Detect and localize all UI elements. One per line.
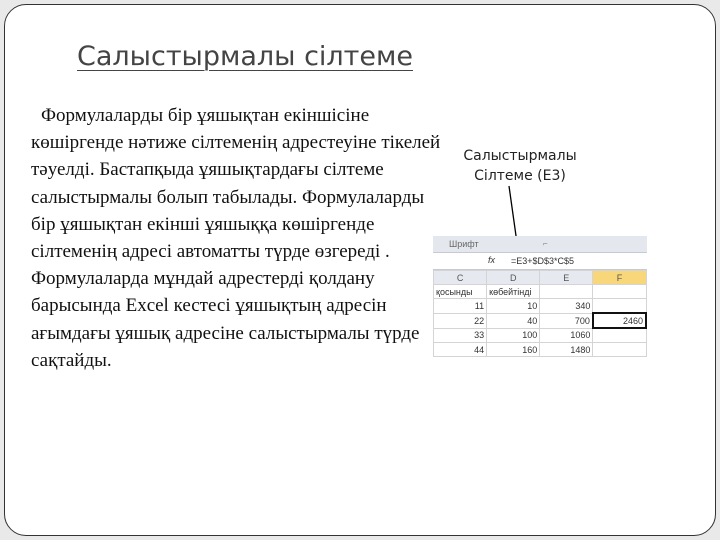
cell: 340	[540, 299, 593, 314]
cell	[593, 328, 646, 343]
callout-line-1: Салыстырмалы	[463, 148, 577, 164]
fx-icon: fx	[488, 255, 496, 265]
cell	[593, 343, 646, 357]
col-header: E	[540, 271, 593, 285]
cell: 10	[487, 299, 540, 314]
ribbon	[433, 236, 647, 253]
col-header: C	[434, 271, 487, 285]
callout-line-2: Сілтеме (E3)	[474, 168, 566, 184]
cell: 1060	[540, 328, 593, 343]
cell	[593, 285, 646, 299]
cell: 40	[487, 313, 540, 328]
cell: 160	[487, 343, 540, 357]
formula-text: =E3+$D$3*C$5	[511, 256, 575, 266]
sheet-grid	[433, 270, 647, 357]
cell: қосынды	[434, 285, 487, 299]
cell	[540, 285, 593, 299]
col-header: F	[593, 271, 646, 285]
cell	[593, 299, 646, 314]
active-cell: 2460	[593, 313, 646, 328]
body-text: Формулаларды бір ұяшықтан екіншісіне көшіргенде нәтиже сілтеменің адрестеуіне тікелей тәуелді. Бастапқыда ұяшықтардағы сілтеме салыстырмалы болып табылады. Формулаларды бір ұяшықтан екінші ұяшыққа көшіргенде сілтеменің адресі автоматты түрде өзгереді . Формулаларда мұндай адрестерді қолдану барысында Excel кестесі ұяшықтың адресін ағымдағы ұяшық адресіне салыстырмалы түрде сақтайды.	[31, 105, 441, 371]
slide-title: Салыстырмалы сілтеме	[77, 41, 413, 72]
cell: көбейтінді	[487, 285, 540, 299]
cell: 1480	[540, 343, 593, 357]
cell: 22	[434, 313, 487, 328]
cell: 700	[540, 313, 593, 328]
cell: 44	[434, 343, 487, 357]
ribbon-group-label: Шрифт	[449, 239, 479, 249]
col-header: D	[487, 271, 540, 285]
formula-bar	[433, 253, 647, 270]
cell: 33	[434, 328, 487, 343]
dialog-launcher-icon: ⌐	[543, 239, 548, 248]
excel-screenshot	[433, 236, 647, 366]
cell: 11	[434, 299, 487, 314]
cell: 100	[487, 328, 540, 343]
